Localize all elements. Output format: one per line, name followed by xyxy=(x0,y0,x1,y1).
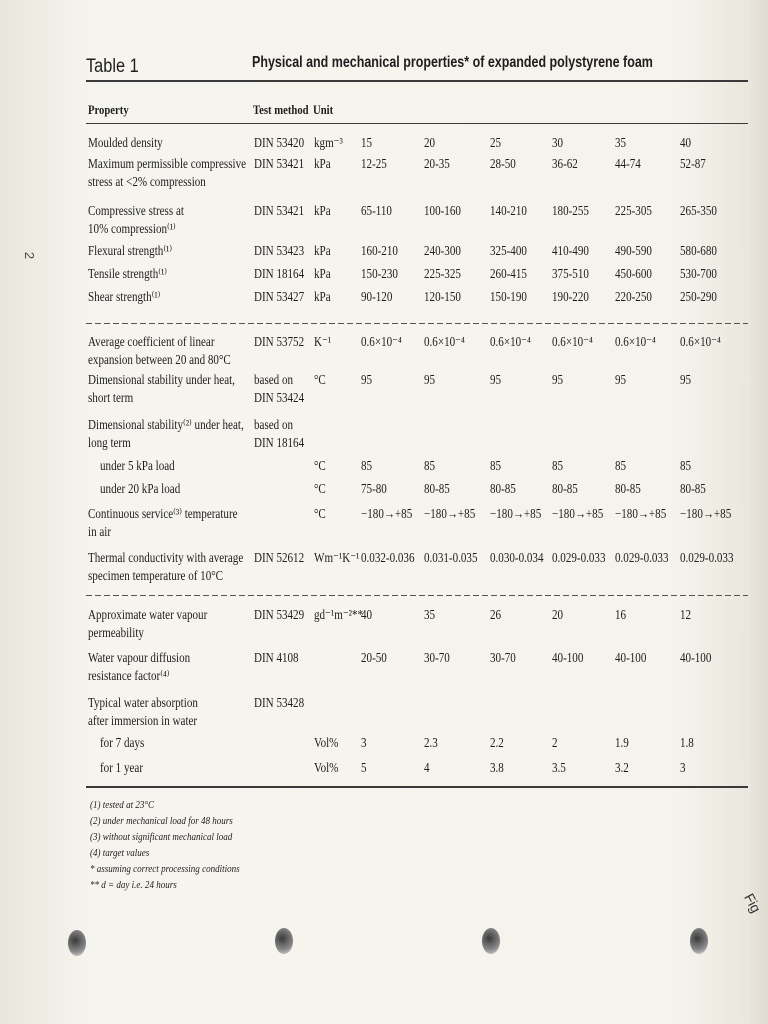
page-edge-shadow xyxy=(746,0,768,1024)
test-method-cell: DIN 52612 xyxy=(254,550,305,565)
test-method-cell: DIN 53420 xyxy=(254,135,305,150)
value-cell: 0.029-0.033 xyxy=(552,550,606,565)
value-cell: 4 xyxy=(424,760,430,775)
value-cell: 28-50 xyxy=(490,156,516,171)
unit-cell: kPa xyxy=(314,289,331,304)
punch-hole-4 xyxy=(690,928,708,954)
test-method-cell: DIN 53423 xyxy=(254,243,305,258)
unit-cell: °C xyxy=(314,506,326,521)
test-method-cell: based on xyxy=(254,372,294,387)
value-cell: 325-400 xyxy=(490,243,527,258)
property-label: expansion between 20 and 80°C xyxy=(88,352,231,367)
value-cell: 20 xyxy=(424,135,436,150)
bottom-rule xyxy=(86,786,748,788)
value-cell: −180→+85 xyxy=(680,506,732,521)
property-label: Dimensional stability⁽²⁾ under heat, xyxy=(88,417,244,432)
value-cell: 36-62 xyxy=(552,156,578,171)
value-cell: 12-25 xyxy=(361,156,387,171)
property-label: Flexural strength⁽¹⁾ xyxy=(88,243,173,258)
property-label: Approximate water vapour xyxy=(88,607,208,622)
corner-page-text: Fig xyxy=(740,890,764,916)
value-cell: 52-87 xyxy=(680,156,706,171)
punch-hole-3 xyxy=(482,928,500,954)
value-cell: 80-85 xyxy=(490,481,516,496)
value-cell: 35 xyxy=(615,135,627,150)
value-cell: 1.8 xyxy=(680,735,694,750)
value-cell: 40 xyxy=(361,607,373,622)
property-label: stress at <2% compression xyxy=(88,174,206,189)
value-cell: 80-85 xyxy=(680,481,706,496)
unit-cell: kPa xyxy=(314,203,331,218)
value-cell: 15 xyxy=(361,135,373,150)
value-cell: 490-590 xyxy=(615,243,652,258)
value-cell: −180→+85 xyxy=(490,506,542,521)
value-cell: 30-70 xyxy=(490,650,516,665)
value-cell: −180→+85 xyxy=(552,506,604,521)
table-label: Table 1 xyxy=(86,56,139,77)
property-label: Maximum permissible compressive xyxy=(88,156,247,171)
value-cell: 190-220 xyxy=(552,289,589,304)
test-method-cell: based on xyxy=(254,417,294,432)
value-cell: 85 xyxy=(490,458,502,473)
value-cell: 20 xyxy=(552,607,564,622)
page-side-mark: 2 xyxy=(22,251,38,260)
value-cell: 250-290 xyxy=(680,289,717,304)
property-label: Water vapour diffusion xyxy=(88,650,191,665)
footnote-line: ** d = day i.e. 24 hours xyxy=(90,879,177,891)
property-label: in air xyxy=(88,524,112,539)
value-cell: 120-150 xyxy=(424,289,461,304)
test-method-cell: DIN 18164 xyxy=(254,435,305,450)
value-cell: 75-80 xyxy=(361,481,387,496)
value-cell: 0.032-0.036 xyxy=(361,550,415,565)
value-cell: 2.2 xyxy=(490,735,504,750)
value-cell: 95 xyxy=(361,372,373,387)
unit-cell: K⁻¹ xyxy=(314,334,332,349)
unit-cell: kgm⁻³ xyxy=(314,135,343,150)
unit-cell: °C xyxy=(314,372,326,387)
value-cell: 150-190 xyxy=(490,289,527,304)
test-method-cell: DIN 53427 xyxy=(254,289,305,304)
value-cell: 0.6×10⁻⁴ xyxy=(680,334,721,349)
property-label: Typical water absorption xyxy=(88,695,198,710)
value-cell: 220-250 xyxy=(615,289,652,304)
footnote-line: (4) target values xyxy=(90,847,150,859)
property-label: Continuous service⁽³⁾ temperature xyxy=(88,506,238,521)
unit-cell: kPa xyxy=(314,266,331,281)
footnote-line: (1) tested at 23°C xyxy=(90,799,154,811)
value-cell: 3 xyxy=(680,760,686,775)
value-cell: 16 xyxy=(615,607,627,622)
property-label: 10% compression⁽¹⁾ xyxy=(88,221,176,236)
value-cell: 260-415 xyxy=(490,266,527,281)
value-cell: 0.029-0.033 xyxy=(680,550,734,565)
value-cell: 12 xyxy=(680,607,692,622)
value-cell: 0.030-0.034 xyxy=(490,550,544,565)
section-rule-1 xyxy=(86,323,748,324)
value-cell: 580-680 xyxy=(680,243,717,258)
value-cell: 0.6×10⁻⁴ xyxy=(490,334,531,349)
value-cell: 20-35 xyxy=(424,156,450,171)
value-cell: 40-100 xyxy=(615,650,647,665)
value-cell: 80-85 xyxy=(424,481,450,496)
unit-cell: kPa xyxy=(314,156,331,171)
value-cell: 225-305 xyxy=(615,203,652,218)
value-cell: −180→+85 xyxy=(424,506,476,521)
property-label: Compressive stress at xyxy=(88,203,184,218)
top-rule xyxy=(86,80,748,82)
value-cell: 0.6×10⁻⁴ xyxy=(361,334,402,349)
property-label: resistance factor⁽⁴⁾ xyxy=(88,668,170,683)
property-label: under 20 kPa load xyxy=(100,481,181,496)
value-cell: 265-350 xyxy=(680,203,717,218)
value-cell: 450-600 xyxy=(615,266,652,281)
property-label: Thermal conductivity with average xyxy=(88,550,244,565)
unit-cell: °C xyxy=(314,458,326,473)
test-method-cell: DIN 53421 xyxy=(254,203,305,218)
value-cell: 150-230 xyxy=(361,266,398,281)
value-cell: 2 xyxy=(552,735,558,750)
value-cell: 80-85 xyxy=(615,481,641,496)
property-label: short term xyxy=(88,390,134,405)
value-cell: 160-210 xyxy=(361,243,398,258)
property-label: Tensile strength⁽¹⁾ xyxy=(88,266,168,281)
value-cell: 410-490 xyxy=(552,243,589,258)
property-label: Shear strength⁽¹⁾ xyxy=(88,289,161,304)
value-cell: 3 xyxy=(361,735,367,750)
value-cell: 25 xyxy=(490,135,502,150)
header-property: Property xyxy=(88,102,129,117)
value-cell: −180→+85 xyxy=(615,506,667,521)
value-cell: 95 xyxy=(490,372,502,387)
value-cell: 0.6×10⁻⁴ xyxy=(615,334,656,349)
unit-cell: Vol% xyxy=(314,760,339,775)
test-method-cell: DIN 53752 xyxy=(254,334,305,349)
unit-cell: °C xyxy=(314,481,326,496)
value-cell: 65-110 xyxy=(361,203,392,218)
value-cell: 0.6×10⁻⁴ xyxy=(424,334,465,349)
punch-hole-2 xyxy=(275,928,293,954)
value-cell: 225-325 xyxy=(424,266,461,281)
value-cell: 30 xyxy=(552,135,564,150)
punch-hole-1 xyxy=(68,930,86,956)
unit-cell: kPa xyxy=(314,243,331,258)
property-label: Average coefficient of linear xyxy=(88,334,215,349)
value-cell: 35 xyxy=(424,607,436,622)
value-cell: 530-700 xyxy=(680,266,717,281)
value-cell: 95 xyxy=(615,372,627,387)
section-rule-2 xyxy=(86,595,748,596)
value-cell: 85 xyxy=(361,458,373,473)
property-label: long term xyxy=(88,435,131,450)
footnote-line: (3) without significant mechanical load xyxy=(90,831,233,843)
value-cell: 80-85 xyxy=(552,481,578,496)
property-label: Dimensional stability under heat, xyxy=(88,372,235,387)
header-unit: Unit xyxy=(313,102,334,117)
value-cell: 375-510 xyxy=(552,266,589,281)
value-cell: 44-74 xyxy=(615,156,641,171)
property-label: specimen temperature of 10°C xyxy=(88,568,224,583)
value-cell: −180→+85 xyxy=(361,506,413,521)
header-test-method: Test method xyxy=(253,102,309,117)
unit-cell: Wm⁻¹K⁻¹ xyxy=(314,550,360,565)
value-cell: 3.2 xyxy=(615,760,629,775)
value-cell: 0.029-0.033 xyxy=(615,550,669,565)
footnote-line: * assuming correct processing conditions xyxy=(90,863,240,875)
test-method-cell: DIN 53424 xyxy=(254,390,305,405)
unit-cell: gd⁻¹m⁻²** xyxy=(314,607,364,622)
value-cell: 100-160 xyxy=(424,203,461,218)
value-cell: 40-100 xyxy=(552,650,584,665)
value-cell: 85 xyxy=(552,458,564,473)
value-cell: 0.6×10⁻⁴ xyxy=(552,334,593,349)
test-method-cell: DIN 18164 xyxy=(254,266,305,281)
value-cell: 26 xyxy=(490,607,502,622)
value-cell: 3.5 xyxy=(552,760,566,775)
header-rule xyxy=(86,123,748,124)
value-cell: 85 xyxy=(424,458,436,473)
value-cell: 85 xyxy=(615,458,627,473)
property-label: permeability xyxy=(88,625,144,640)
value-cell: 40-100 xyxy=(680,650,712,665)
footnote-line: (2) under mechanical load for 48 hours xyxy=(90,815,233,827)
value-cell: 95 xyxy=(424,372,436,387)
test-method-cell: DIN 53428 xyxy=(254,695,305,710)
value-cell: 95 xyxy=(552,372,564,387)
property-label: under 5 kPa load xyxy=(100,458,175,473)
value-cell: 1.9 xyxy=(615,735,629,750)
value-cell: 2.3 xyxy=(424,735,438,750)
value-cell: 90-120 xyxy=(361,289,393,304)
unit-cell: Vol% xyxy=(314,735,339,750)
value-cell: 3.8 xyxy=(490,760,504,775)
value-cell: 0.031-0.035 xyxy=(424,550,478,565)
value-cell: 5 xyxy=(361,760,367,775)
property-label: for 7 days xyxy=(100,735,145,750)
test-method-cell: DIN 53421 xyxy=(254,156,305,171)
test-method-cell: DIN 53429 xyxy=(254,607,305,622)
property-label: for 1 year xyxy=(100,760,144,775)
value-cell: 30-70 xyxy=(424,650,450,665)
value-cell: 240-300 xyxy=(424,243,461,258)
value-cell: 40 xyxy=(680,135,692,150)
test-method-cell: DIN 4108 xyxy=(254,650,299,665)
table-title: Physical and mechanical properties* of expanded polystyrene foam xyxy=(252,54,653,71)
value-cell: 180-255 xyxy=(552,203,589,218)
value-cell: 95 xyxy=(680,372,692,387)
value-cell: 140-210 xyxy=(490,203,527,218)
value-cell: 85 xyxy=(680,458,692,473)
property-label: after immersion in water xyxy=(88,713,198,728)
property-label: Moulded density xyxy=(88,135,163,150)
value-cell: 20-50 xyxy=(361,650,387,665)
